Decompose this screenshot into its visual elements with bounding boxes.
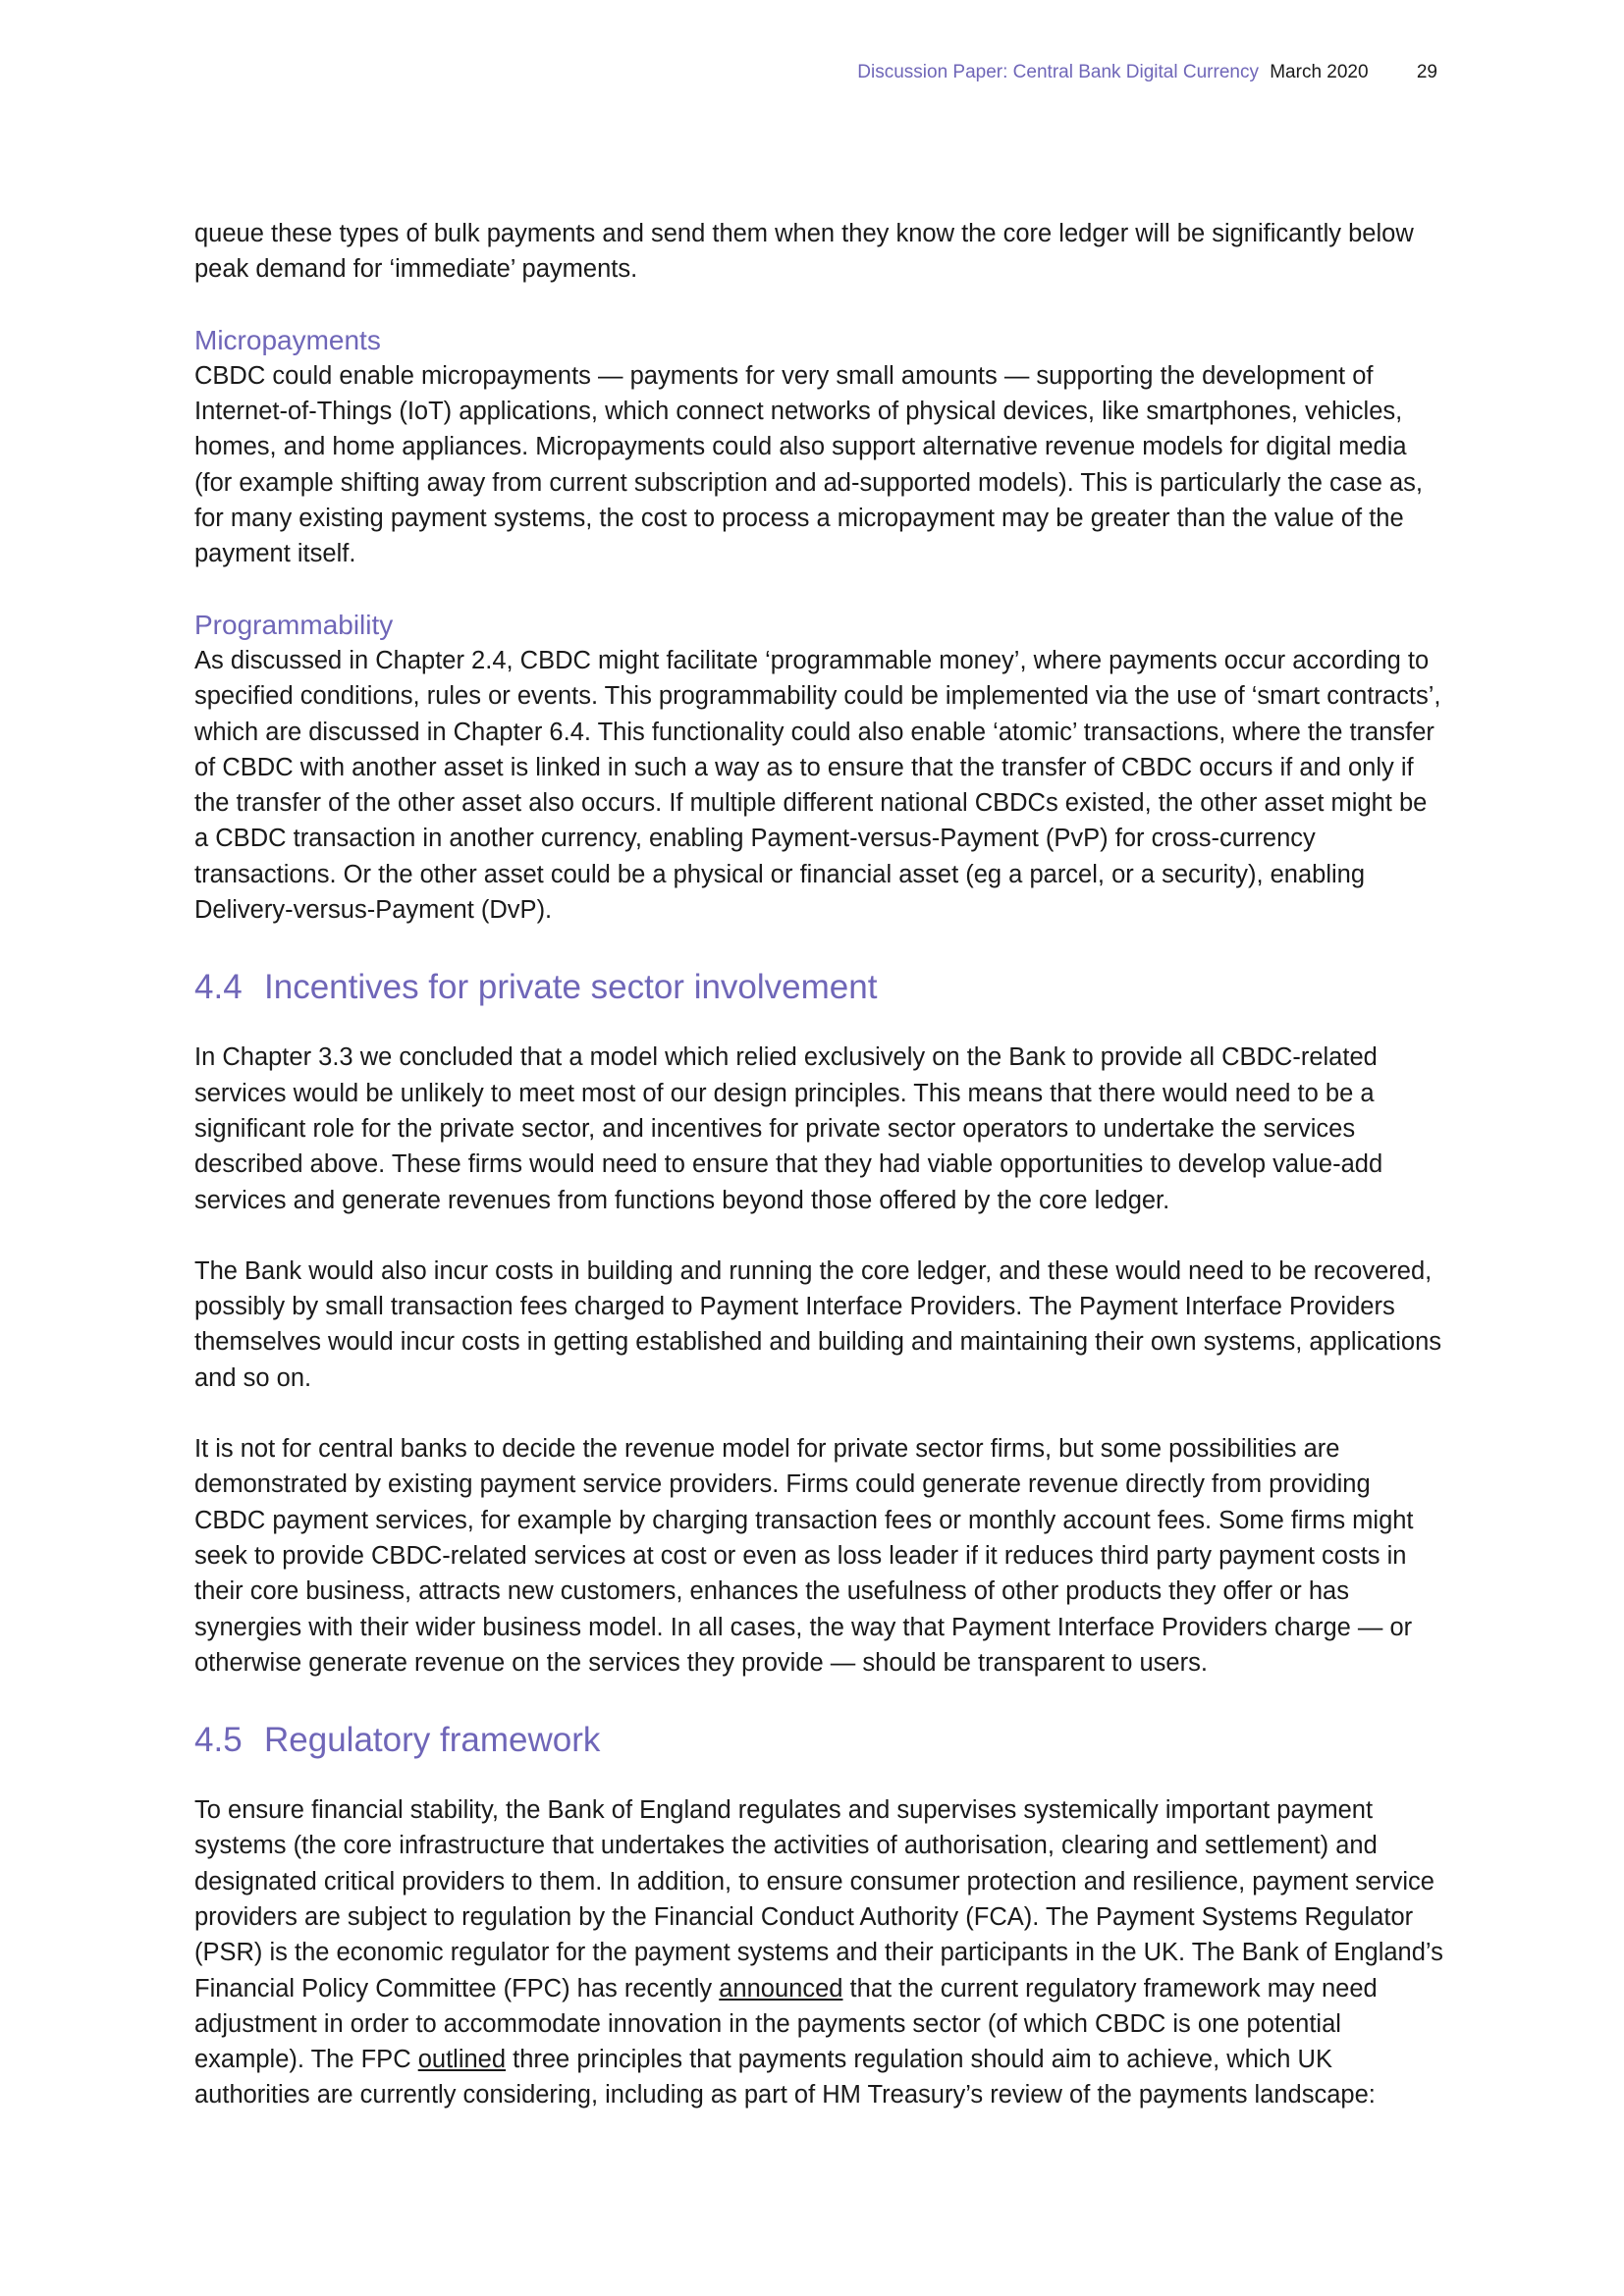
intro-paragraph: queue these types of bulk payments and send them when they know the core ledger will be significantly below peak demand for ‘immediate’ payments. — [194, 220, 1414, 284]
section-4-5-number: 4.5 — [194, 1721, 243, 1760]
section-4-4-paragraph-3: It is not for central banks to decide the revenue model for private sector firms, but some possibilities are demonstrated by existing payment service providers. Firms could generate revenue directly from providing CBDC payment services, for example by charging transaction fees or monthly account fees. Some firms might seek to provide CBDC-related services at cost or even as loss leader if it reduces third party payment costs in their core business, attracts new customers, enhances the usefulness of other products they offer or has synergies with their wider business model. In all cases, the way that Payment Interface Providers charge — or otherwise generate revenue on the services they provide — should be transparent to users. — [194, 1435, 1414, 1677]
section-4-4-heading — [194, 966, 1446, 1009]
announced-link[interactable]: announced — [719, 1974, 843, 2002]
programmability-heading: Programmability — [194, 609, 394, 640]
section-4-5-heading — [194, 1719, 1446, 1762]
micropayments-paragraph: CBDC could enable micropayments — payments for very small amounts — supporting the development of Internet-of-Things (IoT) applications, which connect networks of physical devices, like smartphones, vehicles, homes, and home appliances. Micropayments could also support alternative revenue models for digital media (for example shifting away from current subscription and ad-supported models). This is particularly the case as, for many existing payment systems, the cost to process a micropayment may be greater than the value of the payment itself. — [194, 361, 1424, 568]
section-4-4-paragraph-2: The Bank would also incur costs in building and running the core ledger, and these would need to be recovered, possibly by small transaction fees charged to Payment Interface Providers. The Payment Interface Providers themselves would incur costs in getting established and building and maintaining their own systems, applications and so on. — [194, 1256, 1442, 1392]
header-series-title: Discussion Paper: Central Bank Digital Currency — [857, 62, 1259, 82]
header-date: March 2020 — [1270, 62, 1369, 82]
page-number: 29 — [1416, 62, 1437, 82]
section-4-5-text-part-3: three principles that payments regulation should aim to achieve, which UK authorities are currently considering, including as part of HM Treasury’s review of the payments landscape: — [194, 2046, 1376, 2109]
micropayments-heading: Micropayments — [194, 324, 381, 355]
running-header — [857, 61, 1437, 84]
section-4-4-title: Incentives for private sector involvement — [264, 968, 878, 1007]
outlined-link[interactable]: outlined — [417, 2046, 507, 2074]
section-4-4-paragraph-1: In Chapter 3.3 we concluded that a model which relied exclusively on the Bank to provide all CBDC-related services would be unlikely to meet most of our design principles. This means that there would need to be a significant role for the private sector, and incentives for private sector operators to undertake the services described above. These firms would need to ensure that they had viable opportunities to develop value-add services and generate revenues from functions beyond those offered by the core ledger. — [194, 1043, 1383, 1214]
document-body — [194, 216, 1446, 2113]
section-4-5-text-part-2: that the current regulatory framework may need adjustment in order to accommodate innovation in the payments sector (of which CBDC is one potential example). The FPC — [194, 1974, 1378, 2074]
section-4-5-text-part-1: To ensure financial stability, the Bank of England regulates and supervises systemically important payment systems (the core infrastructure that undertakes the activities of authorisation, clearing and settlement) and designated critical providers to them. In addition, to ensure consumer protection and resilience, payment service providers are subject to regulation by the Financial Conduct Authority (FCA). The Payment Systems Regulator (PSR) is the economic regulator for the payment systems and their participants in the UK. The Bank of England’s Financial Policy Committee (FPC) has recently — [194, 1796, 1443, 2002]
section-4-5-paragraph — [194, 1792, 1446, 2113]
section-4-5-title: Regulatory framework — [264, 1721, 601, 1760]
programmability-paragraph: As discussed in Chapter 2.4, CBDC might facilitate ‘programmable money’, where payments occur according to specified conditions, rules or events. This programmability could be implemented via the use of ‘smart contracts’, which are discussed in Chapter 6.4. This functionality could also enable ‘atomic’ transactions, where the transfer of CBDC with another asset is linked in such a way as to ensure that the transfer of CBDC occurs if and only if the transfer of the other asset also occurs. If multiple different national CBDCs existed, the other asset might be a CBDC transaction in another currency, enabling Payment-versus-Payment (PvP) for cross-currency transactions. Or the other asset could be a physical or financial asset (eg a parcel, or a security), enabling Delivery-versus-Payment (DvP). — [194, 646, 1441, 925]
section-4-4-number: 4.4 — [194, 968, 243, 1007]
